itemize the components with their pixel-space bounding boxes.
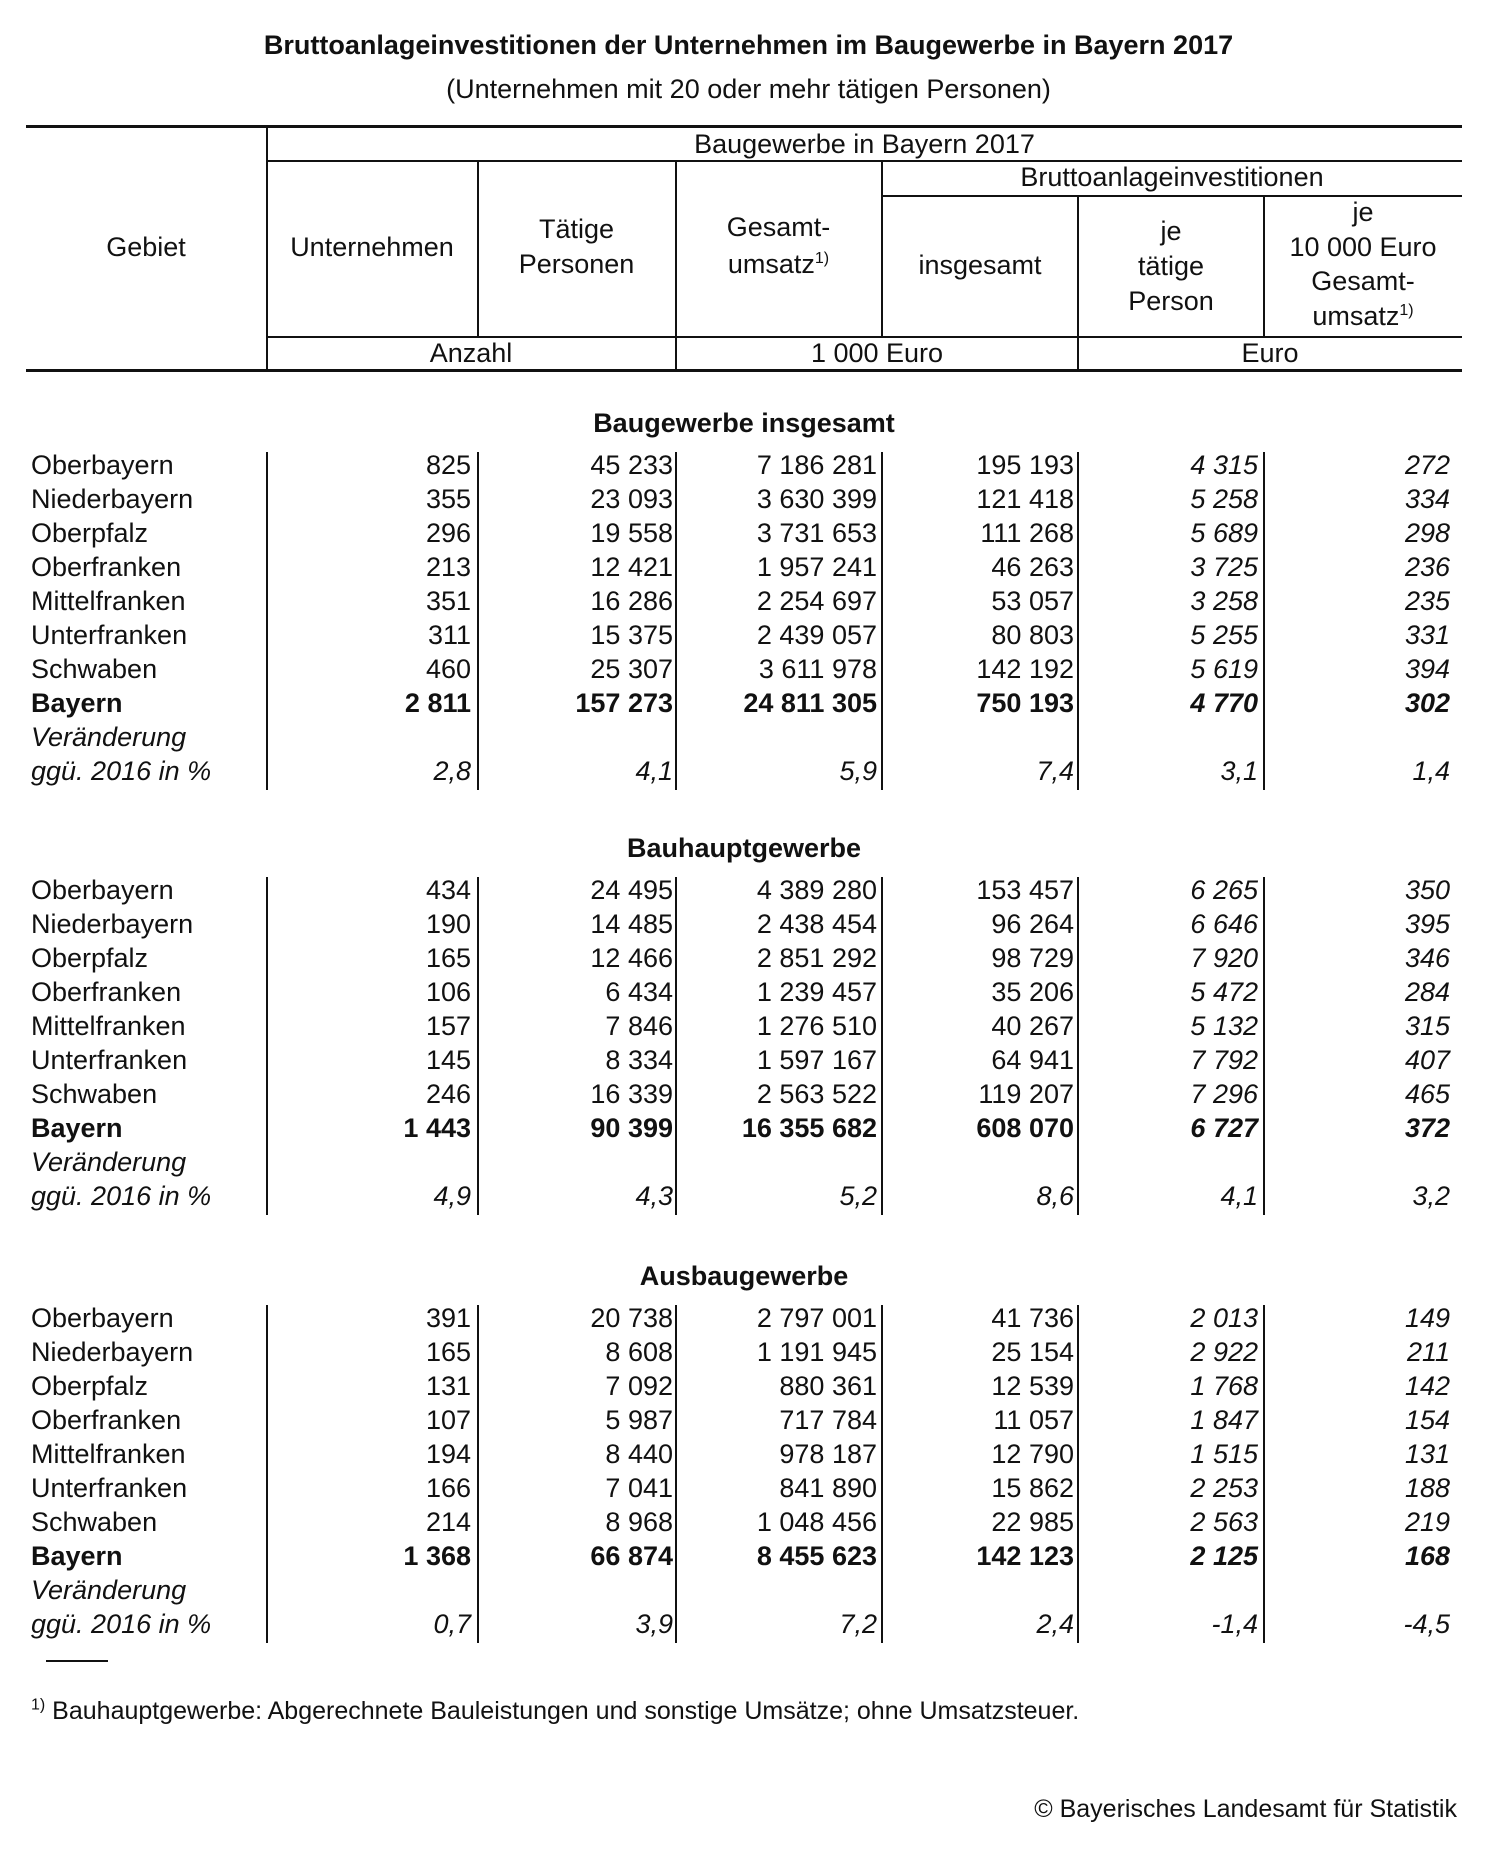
header-gesamt-line1: Gesamt- — [726, 212, 831, 242]
table-cell: 64 941 — [991, 1045, 1074, 1075]
change-cell: 4,3 — [635, 1181, 673, 1211]
table-cell: 978 187 — [779, 1439, 877, 1469]
table-cell: 841 890 — [779, 1473, 877, 1503]
header-je-umsatz-line4 — [1264, 301, 1462, 331]
header-je-person-line3: Person — [1128, 286, 1214, 316]
section-title: Ausbaugewerbe — [639, 1261, 849, 1291]
table-cell: 465 — [1404, 1079, 1450, 1109]
table-cell: 16 339 — [590, 1079, 673, 1109]
change-label: Veränderung — [31, 1575, 187, 1605]
table-cell: 407 — [1404, 1045, 1450, 1075]
copyright: © Bayerisches Landesamt für Statistik — [1034, 1795, 1457, 1823]
table-cell: 236 — [1404, 552, 1450, 582]
table-cell: 334 — [1404, 484, 1450, 514]
table-cell: 2 851 292 — [756, 943, 877, 973]
header-bottom-rule — [26, 369, 1462, 372]
table-cell: 107 — [425, 1405, 471, 1435]
table-cell: 5 472 — [1190, 977, 1258, 1007]
row-label: Unterfranken — [31, 1473, 188, 1503]
header-je-umsatz-line1: je — [1352, 197, 1374, 227]
table-cell: 145 — [425, 1045, 471, 1075]
table-cell: 284 — [1404, 977, 1450, 1007]
table-cell: 194 — [425, 1439, 471, 1469]
change-label: Veränderung — [31, 1147, 187, 1177]
table-cell: 195 193 — [976, 450, 1074, 480]
row-label: Oberpfalz — [31, 518, 149, 548]
table-cell: 213 — [425, 552, 471, 582]
table-cell: 1 597 167 — [756, 1045, 877, 1075]
table-cell: 4 389 280 — [756, 875, 877, 905]
column-vline — [266, 877, 268, 1215]
row-label: Oberfranken — [31, 977, 182, 1007]
unit-1000-euro: 1 000 Euro — [810, 338, 944, 368]
table-cell: 7 186 281 — [756, 450, 877, 480]
header-taetige-line1: Tätige — [538, 214, 615, 244]
change-cell: 4,1 — [1220, 1181, 1258, 1211]
table-cell: 12 790 — [991, 1439, 1074, 1469]
table-cell: 157 — [425, 1011, 471, 1041]
table-cell: 7 092 — [605, 1371, 673, 1401]
table-cell: 346 — [1404, 943, 1450, 973]
table-cell: 298 — [1404, 518, 1450, 548]
table-cell: 106 — [425, 977, 471, 1007]
table-cell: 165 — [425, 1337, 471, 1367]
change-cell: 3,2 — [1412, 1181, 1450, 1211]
footnote — [31, 1697, 1079, 1726]
total-cell: 8 455 623 — [756, 1541, 877, 1571]
table-cell: 3 611 978 — [758, 654, 877, 684]
table-cell: 2 439 057 — [756, 620, 877, 650]
column-vline — [675, 1305, 677, 1643]
table-cell: 880 361 — [779, 1371, 877, 1401]
table-cell: 2 253 — [1190, 1473, 1258, 1503]
table-cell: 5 689 — [1190, 518, 1258, 548]
footnote-marker: 1) — [1399, 302, 1414, 319]
column-vline — [675, 877, 677, 1215]
table-cell: 165 — [425, 943, 471, 973]
row-label: Schwaben — [31, 1507, 158, 1537]
total-cell: 6 727 — [1190, 1113, 1258, 1143]
table-cell: 25 154 — [991, 1337, 1074, 1367]
table-cell: 8 968 — [605, 1507, 673, 1537]
table-cell: 96 264 — [991, 909, 1074, 939]
header-je-umsatz-line3: Gesamt- — [1311, 266, 1415, 296]
table-cell: 24 495 — [590, 875, 673, 905]
column-vline — [881, 1305, 883, 1643]
footnote-mark: 1) — [31, 1696, 46, 1714]
table-cell: 190 — [425, 909, 471, 939]
change-cell: 3,1 — [1220, 756, 1258, 786]
table-cell: 355 — [425, 484, 471, 514]
table-cell: 1 957 241 — [756, 552, 877, 582]
table-cell: 142 192 — [976, 654, 1074, 684]
table-cell: 5 132 — [1190, 1011, 1258, 1041]
table-cell: 7 846 — [605, 1011, 673, 1041]
change-cell: 5,2 — [839, 1181, 877, 1211]
change-cell: 2,4 — [1036, 1609, 1074, 1639]
total-cell: 66 874 — [590, 1541, 673, 1571]
table-cell: 1 191 945 — [756, 1337, 877, 1367]
total-cell: 608 070 — [976, 1113, 1074, 1143]
table-cell: 391 — [425, 1303, 471, 1333]
unit-anzahl: Anzahl — [429, 338, 513, 368]
row-label: Oberfranken — [31, 552, 182, 582]
table-cell: 166 — [425, 1473, 471, 1503]
total-cell: 1 368 — [403, 1541, 471, 1571]
row-label: Schwaben — [31, 1079, 158, 1109]
row-label: Oberbayern — [31, 1303, 174, 1333]
row-label: Niederbayern — [31, 1337, 194, 1367]
table-cell: 5 619 — [1190, 654, 1258, 684]
table-cell: 20 738 — [590, 1303, 673, 1333]
column-vline — [881, 452, 883, 790]
header-gesamt-line2 — [676, 249, 881, 279]
table-cell: 5 258 — [1190, 484, 1258, 514]
total-cell: 16 355 682 — [741, 1113, 877, 1143]
table-cell: 6 646 — [1190, 909, 1258, 939]
table-cell: 1 768 — [1190, 1371, 1258, 1401]
table-cell: 35 206 — [991, 977, 1074, 1007]
footnote-marker: 1) — [814, 250, 830, 267]
table-cell: 3 630 399 — [756, 484, 877, 514]
table-cell: 46 263 — [991, 552, 1074, 582]
total-cell: 750 193 — [976, 688, 1074, 718]
table-cell: 1 239 457 — [756, 977, 877, 1007]
unit-euro: Euro — [1241, 338, 1299, 368]
change-cell: 7,4 — [1036, 756, 1074, 786]
change-cell: 7,2 — [839, 1609, 877, 1639]
column-vline — [1263, 877, 1265, 1215]
change-cell: 0,7 — [433, 1609, 471, 1639]
table-cell: 2 563 — [1190, 1507, 1258, 1537]
row-label: Oberbayern — [31, 450, 174, 480]
header-je-person-line1: je — [1160, 216, 1182, 246]
table-cell: 23 093 — [590, 484, 673, 514]
header-insgesamt: insgesamt — [918, 250, 1042, 280]
change-cell: 4,1 — [635, 756, 673, 786]
header-je-umsatz-text: umsatz — [1312, 301, 1400, 331]
row-label: Unterfranken — [31, 1045, 188, 1075]
table-cell: 6 434 — [605, 977, 673, 1007]
header-bai: Bruttoanlageinvestitionen — [1020, 162, 1324, 192]
change-label: ggü. 2016 in % — [31, 1181, 212, 1211]
table-cell: 3 258 — [1190, 586, 1258, 616]
header-je-person-line2: tätige — [1137, 251, 1205, 281]
column-vline — [675, 452, 677, 790]
column-vline — [1077, 1305, 1079, 1643]
header-je-umsatz-line2: 10 000 Euro — [1289, 232, 1437, 262]
table-cell: 15 862 — [991, 1473, 1074, 1503]
column-vline — [266, 452, 268, 790]
row-label: Mittelfranken — [31, 586, 186, 616]
table-cell: 2 013 — [1190, 1303, 1258, 1333]
table-cell: 246 — [425, 1079, 471, 1109]
table-cell: 717 784 — [779, 1405, 877, 1435]
table-cell: 188 — [1404, 1473, 1450, 1503]
row-label: Mittelfranken — [31, 1011, 186, 1041]
table-cell: 5 987 — [605, 1405, 673, 1435]
table-cell: 119 207 — [978, 1079, 1074, 1109]
header-group: Baugewerbe in Bayern 2017 — [694, 129, 1035, 159]
column-vline — [1263, 1305, 1265, 1643]
change-cell: 3,9 — [635, 1609, 673, 1639]
table-cell: 3 731 653 — [756, 518, 877, 548]
column-vline — [881, 877, 883, 1215]
table-cell: 142 — [1404, 1371, 1450, 1401]
total-cell: 2 811 — [404, 688, 471, 718]
table-cell: 2 254 697 — [756, 586, 877, 616]
row-label: Oberbayern — [31, 875, 174, 905]
table-cell: 1 048 456 — [756, 1507, 877, 1537]
table-cell: 22 985 — [991, 1507, 1074, 1537]
row-label: Niederbayern — [31, 909, 194, 939]
table-cell: 80 803 — [991, 620, 1074, 650]
table-cell: 16 286 — [590, 586, 673, 616]
table-cell: 7 792 — [1190, 1045, 1258, 1075]
table-cell: 131 — [1404, 1439, 1450, 1469]
total-cell: 2 125 — [1190, 1541, 1258, 1571]
table-cell: 2 563 522 — [756, 1079, 877, 1109]
table-cell: 350 — [1404, 875, 1450, 905]
table-cell: 7 296 — [1190, 1079, 1258, 1109]
total-cell: 302 — [1404, 688, 1450, 718]
total-cell: 168 — [1404, 1541, 1450, 1571]
total-cell: 90 399 — [590, 1113, 673, 1143]
table-cell: 315 — [1404, 1011, 1450, 1041]
table-cell: 331 — [1404, 620, 1450, 650]
section-title: Baugewerbe insgesamt — [593, 408, 895, 438]
total-cell: 24 811 305 — [743, 688, 877, 718]
table-cell: 272 — [1404, 450, 1450, 480]
table-cell: 214 — [425, 1507, 471, 1537]
total-cell: 4 770 — [1190, 688, 1258, 718]
footnote-text: Bauhauptgewerbe: Abgerechnete Bauleistungen und sonstige Umsätze; ohne Umsatzsteuer. — [45, 1697, 1080, 1725]
header-gebiet: Gebiet — [106, 232, 186, 262]
table-cell: 149 — [1404, 1303, 1450, 1333]
row-label: Niederbayern — [31, 484, 194, 514]
table-cell: 19 558 — [590, 518, 673, 548]
table-cell: 12 466 — [590, 943, 673, 973]
change-cell: 1,4 — [1412, 756, 1450, 786]
column-vline — [1263, 452, 1265, 790]
table-cell: 3 725 — [1190, 552, 1258, 582]
column-vline — [477, 452, 479, 790]
total-row-label: Bayern — [31, 688, 123, 718]
table-top-rule — [26, 125, 1462, 128]
change-label: ggü. 2016 in % — [31, 1609, 212, 1639]
row-label: Oberpfalz — [31, 1371, 149, 1401]
table-cell: 12 421 — [590, 552, 673, 582]
table-cell: 296 — [425, 518, 471, 548]
total-row-label: Bayern — [31, 1113, 123, 1143]
table-cell: 45 233 — [590, 450, 673, 480]
table-cell: 121 418 — [976, 484, 1074, 514]
table-cell: 8 608 — [605, 1337, 673, 1367]
row-label: Oberpfalz — [31, 943, 149, 973]
table-cell: 211 — [1406, 1337, 1450, 1367]
table-cell: 153 457 — [976, 875, 1074, 905]
document-title: Bruttoanlageinvestitionen der Unternehmen im Baugewerbe in Bayern 2017 — [263, 30, 1234, 60]
table-cell: 8 440 — [605, 1439, 673, 1469]
column-vline — [1077, 452, 1079, 790]
table-cell: 25 307 — [590, 654, 673, 684]
row-label: Unterfranken — [31, 620, 188, 650]
table-cell: 1 847 — [1190, 1405, 1258, 1435]
table-cell: 394 — [1404, 654, 1450, 684]
change-cell: 2,8 — [433, 756, 471, 786]
table-cell: 434 — [425, 875, 471, 905]
table-cell: 12 539 — [991, 1371, 1074, 1401]
column-vline — [477, 1305, 479, 1643]
table-cell: 7 041 — [605, 1473, 673, 1503]
table-cell: 2 797 001 — [756, 1303, 877, 1333]
total-cell: 1 443 — [403, 1113, 471, 1143]
change-cell: 4,9 — [433, 1181, 471, 1211]
table-cell: 15 375 — [590, 620, 673, 650]
change-cell: 8,6 — [1036, 1181, 1074, 1211]
table-cell: 7 920 — [1190, 943, 1258, 973]
table-cell: 98 729 — [991, 943, 1074, 973]
table-cell: 825 — [425, 450, 471, 480]
table-cell: 351 — [425, 586, 471, 616]
column-vline — [1077, 877, 1079, 1215]
table-cell: 154 — [1404, 1405, 1450, 1435]
document-subtitle: (Unternehmen mit 20 oder mehr tätigen Personen) — [446, 74, 1051, 104]
table-cell: 40 267 — [991, 1011, 1074, 1041]
table-cell: 235 — [1404, 586, 1450, 616]
table-cell: 219 — [1404, 1507, 1450, 1537]
row-label: Oberfranken — [31, 1405, 182, 1435]
table-cell: 395 — [1404, 909, 1450, 939]
table-cell: 41 736 — [991, 1303, 1074, 1333]
table-cell: 4 315 — [1190, 450, 1258, 480]
total-cell: 142 123 — [976, 1541, 1074, 1571]
change-cell: 5,9 — [839, 756, 877, 786]
table-cell: 1 515 — [1190, 1439, 1258, 1469]
section-title: Bauhauptgewerbe — [626, 833, 862, 863]
header-taetige-line2: Personen — [518, 249, 635, 279]
table-cell: 460 — [425, 654, 471, 684]
table-cell: 6 265 — [1190, 875, 1258, 905]
change-cell: -4,5 — [1403, 1609, 1450, 1639]
table-cell: 2 922 — [1190, 1337, 1258, 1367]
row-label: Schwaben — [31, 654, 158, 684]
row-label: Mittelfranken — [31, 1439, 186, 1469]
column-vline — [266, 1305, 268, 1643]
table-cell: 14 485 — [590, 909, 673, 939]
table-cell: 8 334 — [605, 1045, 673, 1075]
table-cell: 1 276 510 — [756, 1011, 877, 1041]
change-label: Veränderung — [31, 722, 187, 752]
table-cell: 2 438 454 — [756, 909, 877, 939]
table-cell: 11 057 — [993, 1405, 1074, 1435]
header-unternehmen: Unternehmen — [290, 232, 454, 262]
header-gesamt-text: umsatz — [727, 249, 815, 279]
change-cell: -1,4 — [1211, 1609, 1258, 1639]
table-cell: 111 268 — [980, 518, 1074, 548]
footnote-separator — [46, 1660, 108, 1662]
total-row-label: Bayern — [31, 1541, 123, 1571]
table-cell: 311 — [427, 620, 471, 650]
table-cell: 53 057 — [991, 586, 1074, 616]
table-cell: 5 255 — [1190, 620, 1258, 650]
column-vline — [477, 877, 479, 1215]
table-cell: 131 — [425, 1371, 471, 1401]
total-cell: 372 — [1404, 1113, 1450, 1143]
total-cell: 157 273 — [575, 688, 673, 718]
change-label: ggü. 2016 in % — [31, 756, 212, 786]
